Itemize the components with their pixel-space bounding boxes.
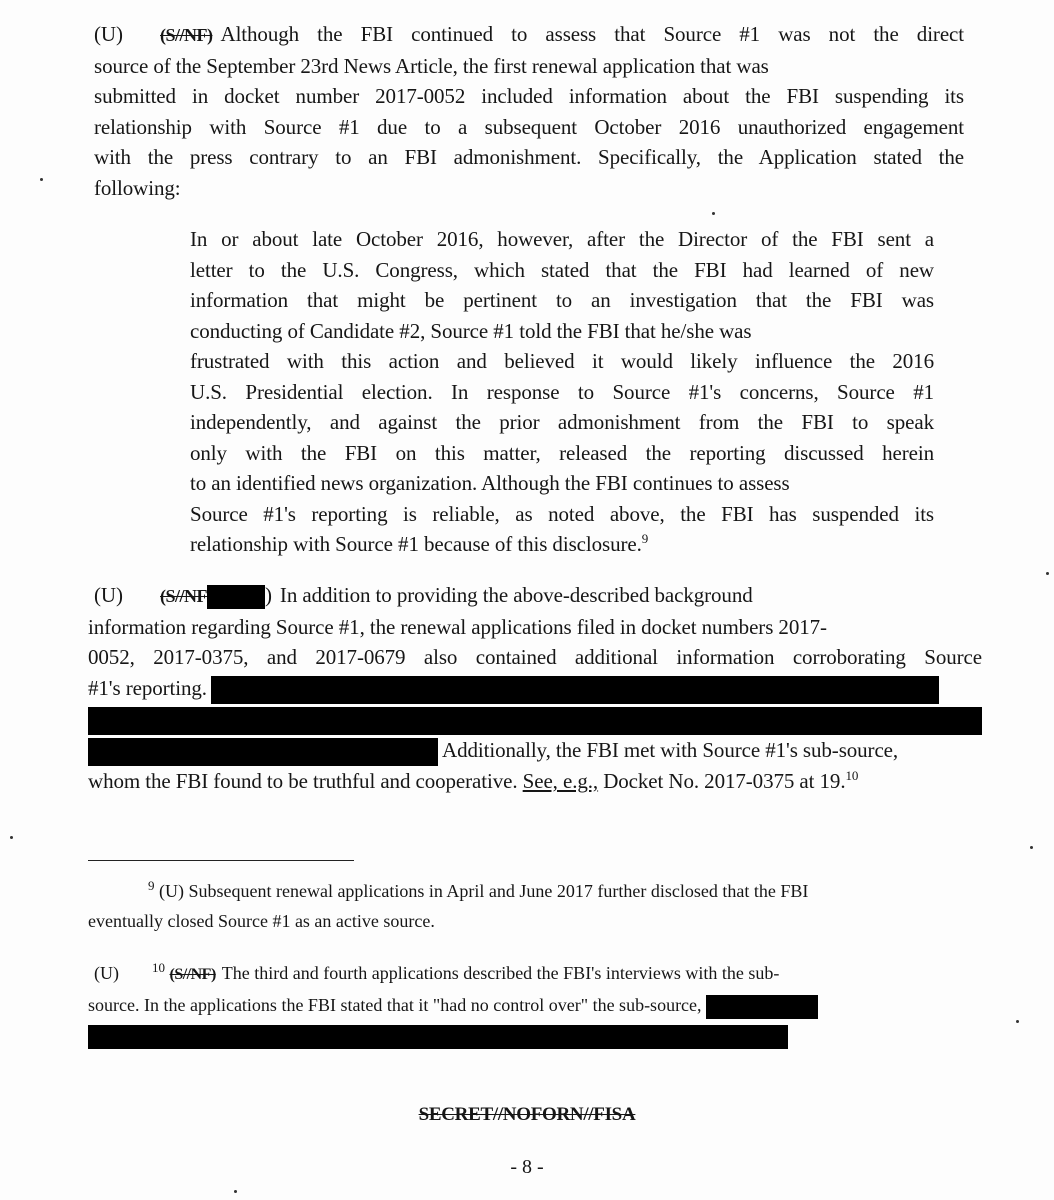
quote-line-1: In or about late October 2016, however, after the Director of the FBI sent a	[190, 227, 934, 251]
footnote-9-number: 9	[148, 878, 155, 893]
paragraph-1-classification: (S//NF)	[160, 25, 213, 45]
quote-line-3: information that might be pertinent to an investigation that the FBI was	[190, 288, 934, 312]
footnote-10-line-3	[88, 1020, 984, 1050]
scan-speck	[40, 178, 43, 181]
paragraph-1-line-2: source of the September 23rd News Article, the first renewal application that was	[94, 53, 769, 78]
paragraph-2-line-4: #1's reporting.	[88, 673, 982, 704]
quote-line-8: only with the FBI on this matter, released the reporting discussed herein	[190, 440, 934, 465]
footnote-10-number: 10	[152, 960, 165, 975]
footnote-9-line-2: eventually closed Source #1 as an active source.	[88, 911, 435, 931]
paragraph-2-line-6: Additionally, the FBI met with Source #1's sub-source,	[88, 735, 982, 766]
footnote-ref-10: 10	[845, 768, 859, 784]
paragraph-1-marking: (U)	[94, 22, 123, 46]
paragraph-2-classification: (S//NF	[160, 586, 208, 606]
redaction-block	[88, 738, 438, 766]
paragraph-1-line-3: submitted in docket number 2017-0052 included information about the FBI suspending its	[94, 84, 964, 108]
quote-line-7: independently, and against the prior admonishment from the FBI to speak	[190, 410, 934, 434]
paragraph-1-line-4: relationship with Source #1 due to a subsequent October 2016 unauthorized engagement	[94, 114, 964, 139]
quote-line-4: conducting of Candidate #2, Source #1 told the FBI that he/she was	[190, 318, 752, 343]
scan-speck	[1030, 846, 1033, 849]
footnote-10-line-1: (U) $^{10}$ (S//NF) The third and fourth applications described the FBI's interviews with the sub-	[94, 958, 984, 990]
redaction-block	[207, 585, 265, 609]
redaction-block	[88, 707, 982, 735]
paragraph-1-line-1: (U) (S//NF) Although the FBI continued to assess that Source #1 was not the direct	[94, 19, 964, 51]
paragraph-2	[88, 580, 982, 797]
footnote-10-marking: (U)	[94, 963, 119, 983]
redaction-block	[211, 676, 939, 704]
paragraph-2-line-5	[88, 704, 982, 735]
quote-line-2: letter to the U.S. Congress, which stated that the FBI had learned of new	[190, 257, 934, 282]
paragraph-2-line-2: information regarding Source #1, the renewal applications filed in docket numbers 2017-	[88, 614, 827, 639]
footnote-separator	[88, 860, 354, 861]
footnote-10	[88, 958, 984, 1050]
paragraph-1-line-6: following:	[94, 175, 181, 200]
quote-line-11: relationship with Source #1 because of this disclosure.$^9$	[190, 531, 649, 556]
scan-speck	[234, 1190, 237, 1193]
scan-speck	[1016, 1020, 1019, 1023]
redaction-block	[706, 995, 818, 1019]
footnote-10-line-2: source. In the applications the FBI stated that it "had no control over" the sub-source,	[88, 990, 984, 1020]
paragraph-1-line-5: with the press contrary to an FBI admonishment. Specifically, the Application stated the	[94, 145, 964, 169]
footnote-9-line-1: $^9$ (U) Subsequent renewal applications in April and June 2017 further disclosed that the FBI	[148, 878, 809, 901]
quote-line-6: U.S. Presidential election. In response to Source #1's concerns, Source #1	[190, 379, 934, 404]
block-quote	[190, 224, 934, 560]
scan-speck	[1046, 572, 1049, 575]
quote-line-10: Source #1's reporting is reliable, as noted above, the FBI has suspended its	[190, 501, 934, 526]
paragraph-2-marking: (U)	[94, 583, 123, 607]
footnote-ref-9: 9	[641, 531, 649, 546]
footnote-9	[88, 876, 978, 936]
see-eg-citation: See, e.g.,	[522, 769, 599, 794]
quote-line-5: frustrated with this action and believed it would likely influence the 2016	[190, 349, 934, 373]
redaction-block	[88, 1025, 788, 1049]
footer-classification-banner: SECRET//NOFORN//FISA	[418, 1104, 636, 1125]
page-number: - 8 -	[510, 1156, 544, 1178]
paragraph-2-line-3: 0052, 2017-0375, and 2017-0679 also contained additional information corroborating Source	[88, 645, 982, 669]
paragraph-1	[94, 19, 964, 203]
quote-line-9: to an identified news organization. Although the FBI continues to assess	[190, 471, 790, 495]
footnote-10-classification: (S//NF)	[169, 966, 216, 983]
scan-speck	[712, 212, 715, 215]
scan-speck	[10, 836, 13, 839]
paragraph-2-line-1: (U) (S//NF ) In addition to providing the above-described background	[88, 580, 982, 612]
paragraph-2-line-7: whom the FBI found to be truthful and cooperative. See, e.g., Docket No. 2017-0375 at 19.10	[88, 768, 859, 794]
